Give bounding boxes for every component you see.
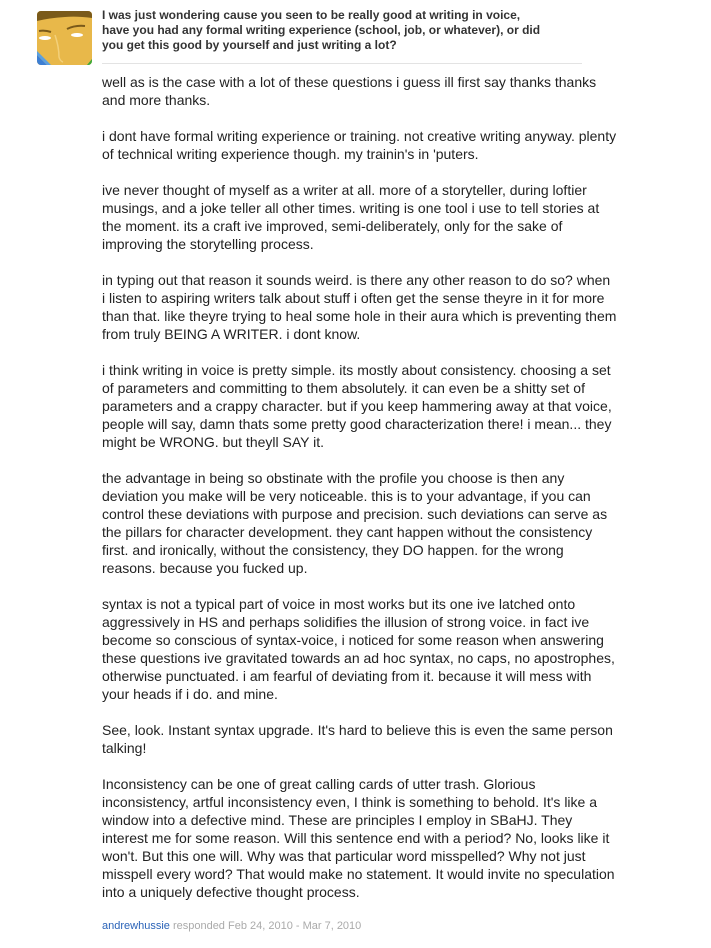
answer-paragraph: syntax is not a typical part of voice in most works but its one ive latched onto aggressively in HS and perhaps solidifies the illusion of strong voice. in fact ive become so conscious of syntax-voice, i noticed for some reason when answering these questions ive gravitated towards an ad hoc syntax, no caps, no apostrophes, otherwise punctuated. i am fearful of deviating from it. because it will mess with your heads if i do. and mine.: [102, 596, 615, 702]
answer-paragraph: ive never thought of myself as a writer at all. more of a storyteller, during loftier musings, and a joke teller all other times. writing is one tool i use to tell stories at the moment. its a craft ive improved, semi-deliberately, only for the sake of improving the storytelling process.: [102, 182, 600, 252]
divider: [102, 63, 582, 64]
answer-paragraph: i think writing in voice is pretty simple. its mostly about consistency. choosing a set of parameters and committing to them absolutely. it can even be a shitty set of parameters and a crappy character. but if you keep hammering away at that voice, people will say, damn thats some pretty good characterization there! i mean... they might be WRONG. but theyll SAY it.: [102, 362, 612, 450]
answer-paragraph: See, look. Instant syntax upgrade. It's hard to believe this is even the same person talking!: [102, 722, 613, 756]
response-footer: [102, 919, 361, 933]
answer-paragraph: in typing out that reason it sounds weird. is there any other reason to do so? when i listen to aspiring writers talk about stuff i often get the sense theyre in it for more than that. like theyre trying to heal some hole in their aura which is preventing them from truly BEING A WRITER. i dont know.: [102, 272, 617, 342]
answer-body: [102, 73, 642, 919]
question-text: I was just wondering cause you seen to be really good at writing in voice, have you had any formal writing experience (school, job, or whatever), or did you get this good by yourself and just writing a lot?: [102, 8, 541, 52]
answer-paragraph: Inconsistency can be one of great calling cards of utter trash. Glorious inconsistency, artful inconsistency even, I think is something to behold. It's like a window into a defective mind. These are principles I employ in SBaHJ. They interest me for some reason. Will this sentence end with a period? No, looks like it won't. But this one will. Why was that particular word misspelled? Why not just misspell every word? That would make no statement. It would invite no speculation into a uniquely defective thought process.: [102, 776, 615, 900]
answer-paragraph: the advantage in being so obstinate with the profile you choose is then any deviation you make will be very noticeable. this is to your advantage, if you can control these deviations with purpose and precision. such deviations can serve as the pillars for character development. they cant happen without the consistency first. and ironically, without the consistency, they DO happen. for the wrong reasons. because you fucked up.: [102, 470, 608, 576]
answer-paragraph: i dont have formal writing experience or training. not creative writing anyway. plenty of technical writing experience though. my trainin's in 'puters.: [102, 128, 617, 162]
user-avatar[interactable]: [37, 11, 92, 65]
answer-paragraph: well as is the case with a lot of these questions i guess ill first say thanks thanks and more thanks.: [102, 74, 597, 108]
cartoon-face-icon: [37, 11, 92, 65]
username-link[interactable]: andrewhussie: [102, 920, 170, 932]
response-date: responded Feb 24, 2010 - Mar 7, 2010: [172, 920, 362, 932]
